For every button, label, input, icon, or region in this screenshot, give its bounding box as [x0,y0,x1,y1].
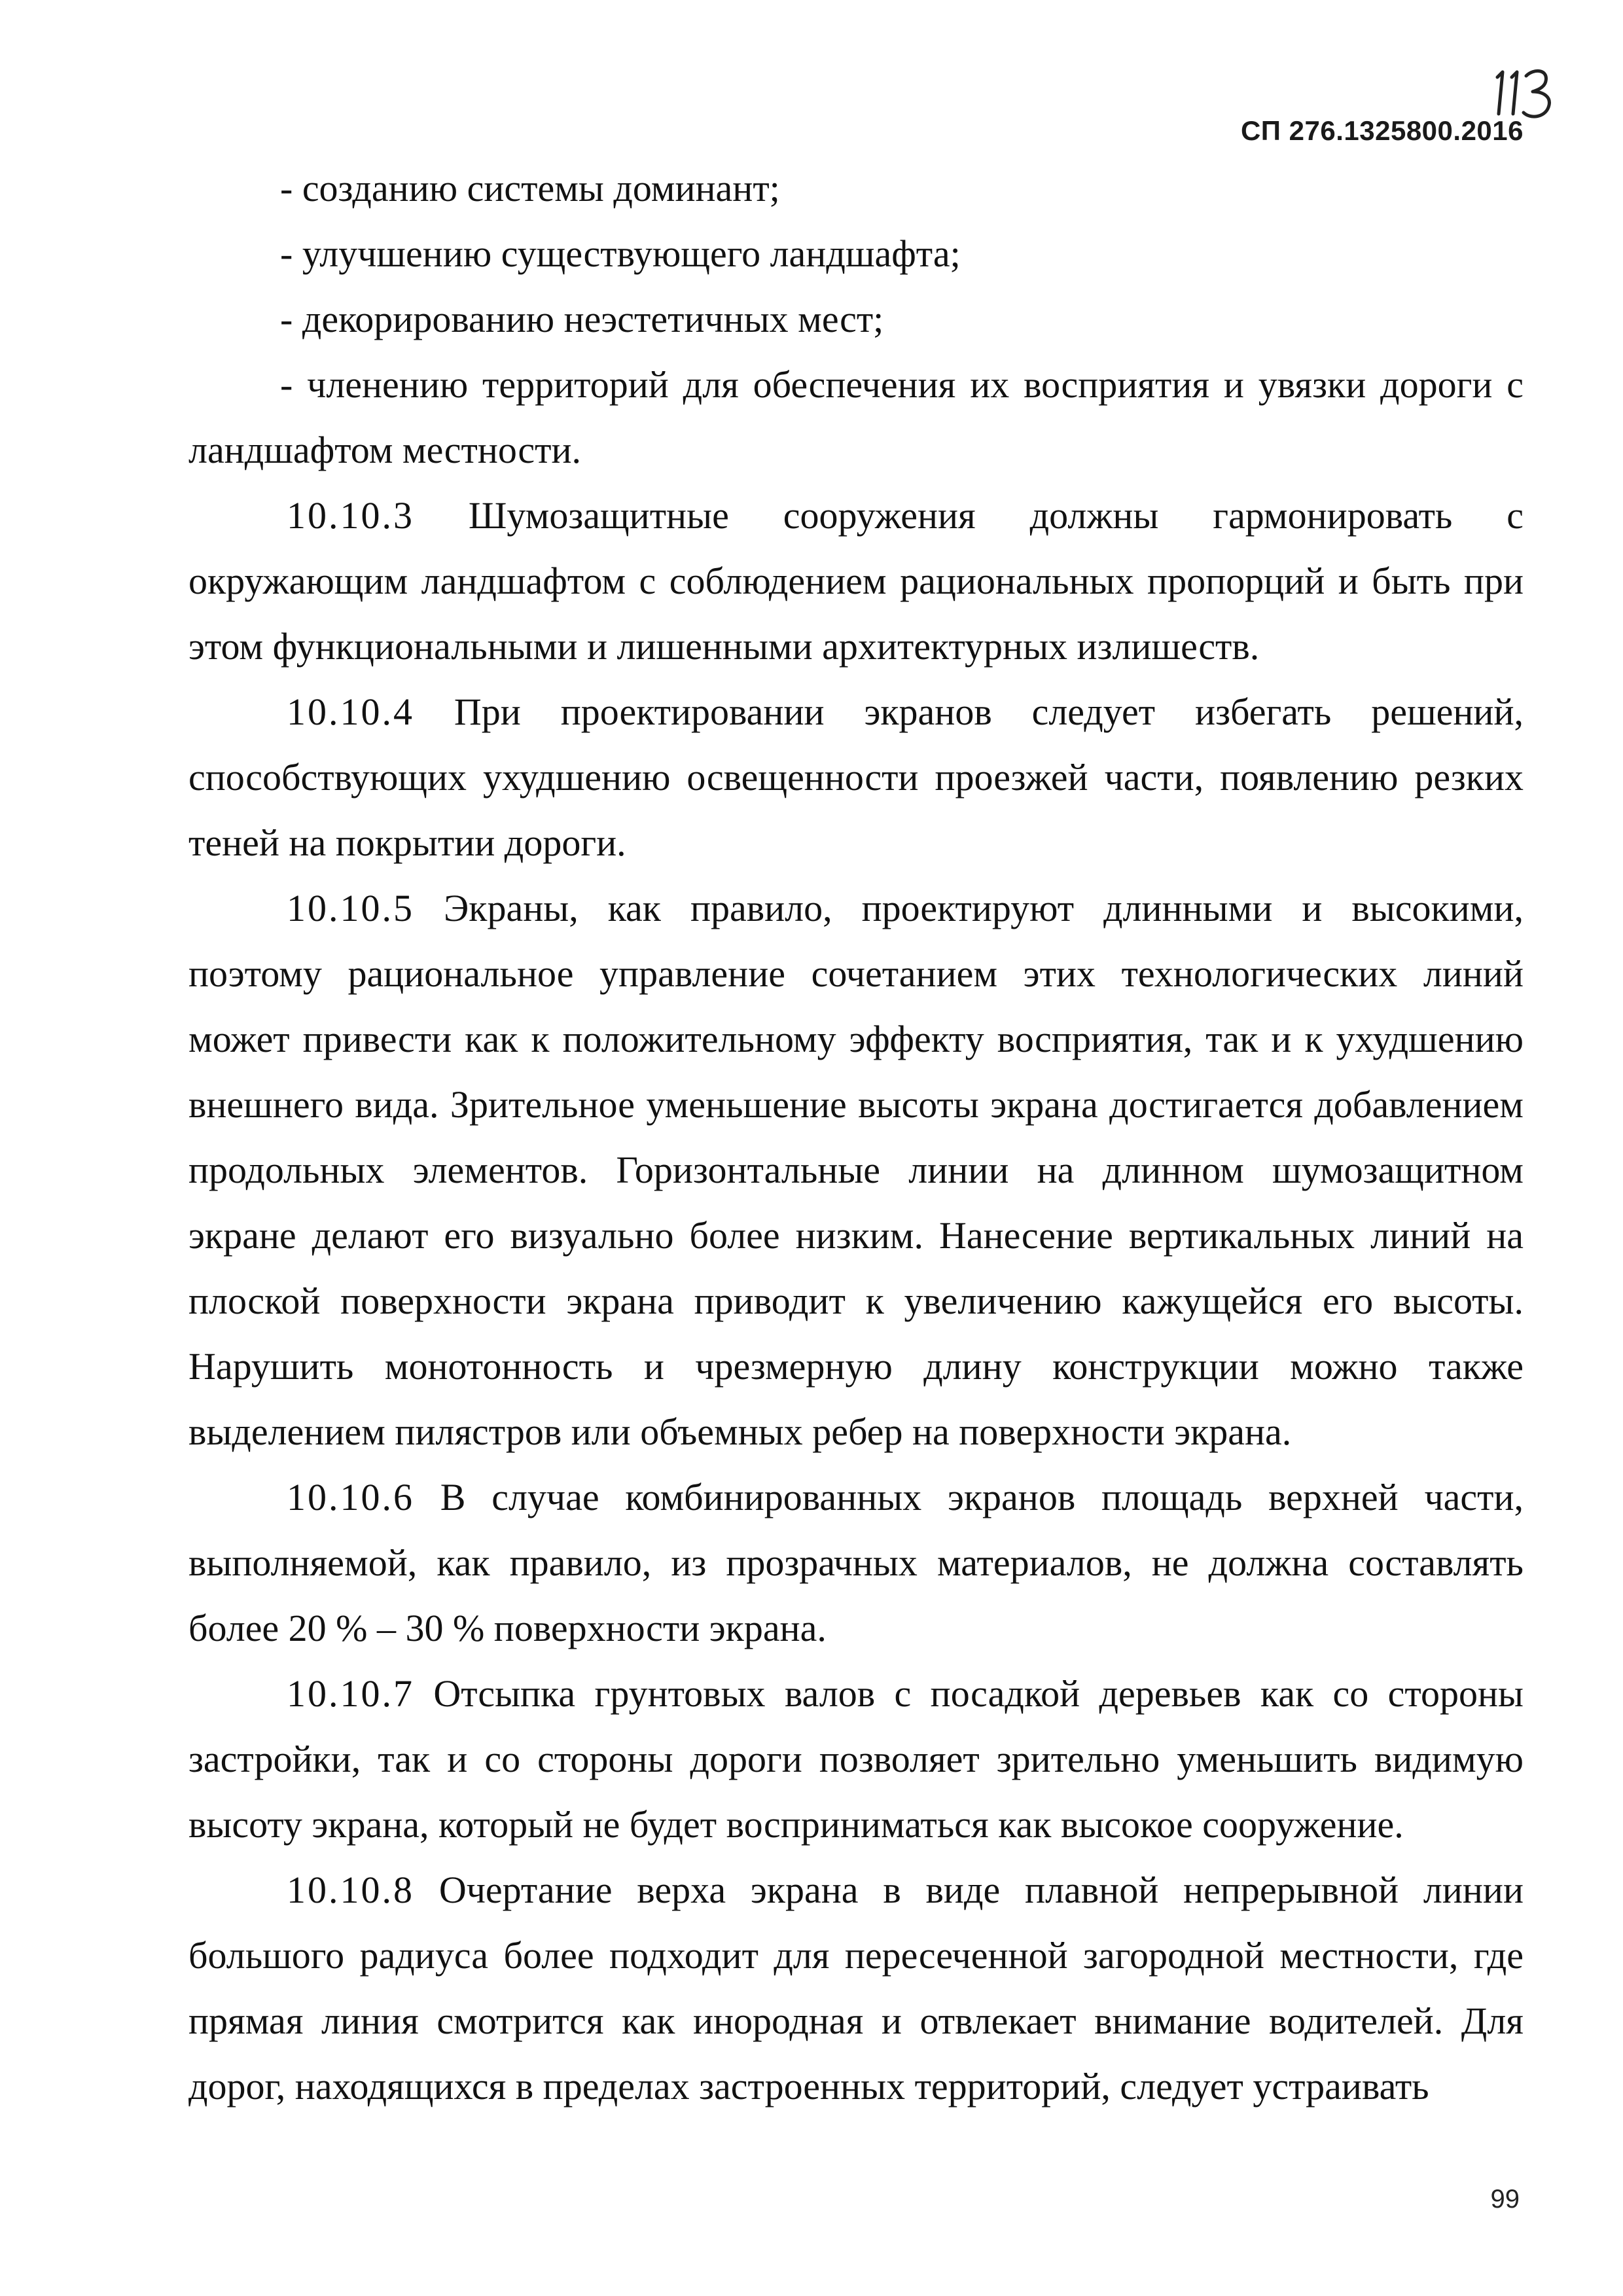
clause-10-10-5 [188,876,1524,1465]
clause-number: 10.10.7 [287,1672,414,1715]
bullet-item: - декорированию неэстетичных мест; [280,298,884,340]
clause-number: 10.10.3 [287,494,414,537]
document-code: СП 276.1325800.2016 [1240,115,1524,146]
clause-number: 10.10.5 [287,887,414,929]
handwritten-page-number [1486,63,1564,122]
bullet-item: - созданию системы доминант; [280,167,780,209]
clause-10-10-6 [188,1465,1524,1661]
clause-text: При проектировании экранов следует избегать решений, способствующих ухудшению освещенности проезжей части, появлению резких теней на покрытии дороги. [188,691,1524,864]
clause-10-10-4 [188,679,1524,876]
clause-text: Очертание верха экрана в виде плавной непрерывной линии большого радиуса более подходит для пересеченной загородной местности, где прямая линия смотрится как инородная и отвлекает внимание водителей. Для дорог, находящихся в пределах застроенных территорий, следует устраивать [188,1869,1524,2108]
clause-10-10-7 [188,1661,1524,1857]
clause-10-10-8 [188,1857,1524,2119]
clause-text: В случае комбинированных экранов площадь верхней части, выполняемой, как правило, из прозрачных материалов, не должна составлять более 20 % – 30 % поверхности экрана. [188,1476,1524,1649]
document-body [188,156,1524,2119]
clause-text: Отсыпка грунтовых валов с посадкой деревьев как со стороны застройки, так и со стороны дороги позволяет зрительно уменьшить видимую высоту экрана, который не будет восприниматься как высокое сооружение. [188,1672,1524,1846]
clause-text: Экраны, как правило, проектируют длинными и высокими, поэтому рациональное управление сочетанием этих технологических линий может привести как к положительному эффекту восприятия, так и к ухудшению внешнего вида. Зрительное уменьшение высоты экрана достигается добавлением продольных элементов. Горизонтальные линии на длинном шумозащитном экране делают его визуально более низким. Нанесение вертикальных линий на плоской поверхности экрана приводит к увеличению кажущейся его высоты. Нарушить монотонность и чрезмерную длину конструкции можно также выделением пилястров или объемных ребер на поверхности экрана. [188,887,1524,1453]
bullet-item: - улучшению существующего ландшафта; [280,232,961,275]
clause-number: 10.10.4 [287,691,414,733]
bullet-item: - членению территорий для обеспечения их восприятия и увязки дороги с ландшафтом местности. [188,363,1524,471]
clause-number: 10.10.6 [287,1476,414,1518]
clause-10-10-3 [188,483,1524,679]
clause-text: Шумозащитные сооружения должны гармонировать с окружающим ландшафтом с соблюдением рациональных пропорций и быть при этом функциональными и лишенными архитектурных излишеств. [188,494,1524,668]
page-number: 99 [1490,2185,1520,2214]
clause-number: 10.10.8 [287,1869,414,1911]
